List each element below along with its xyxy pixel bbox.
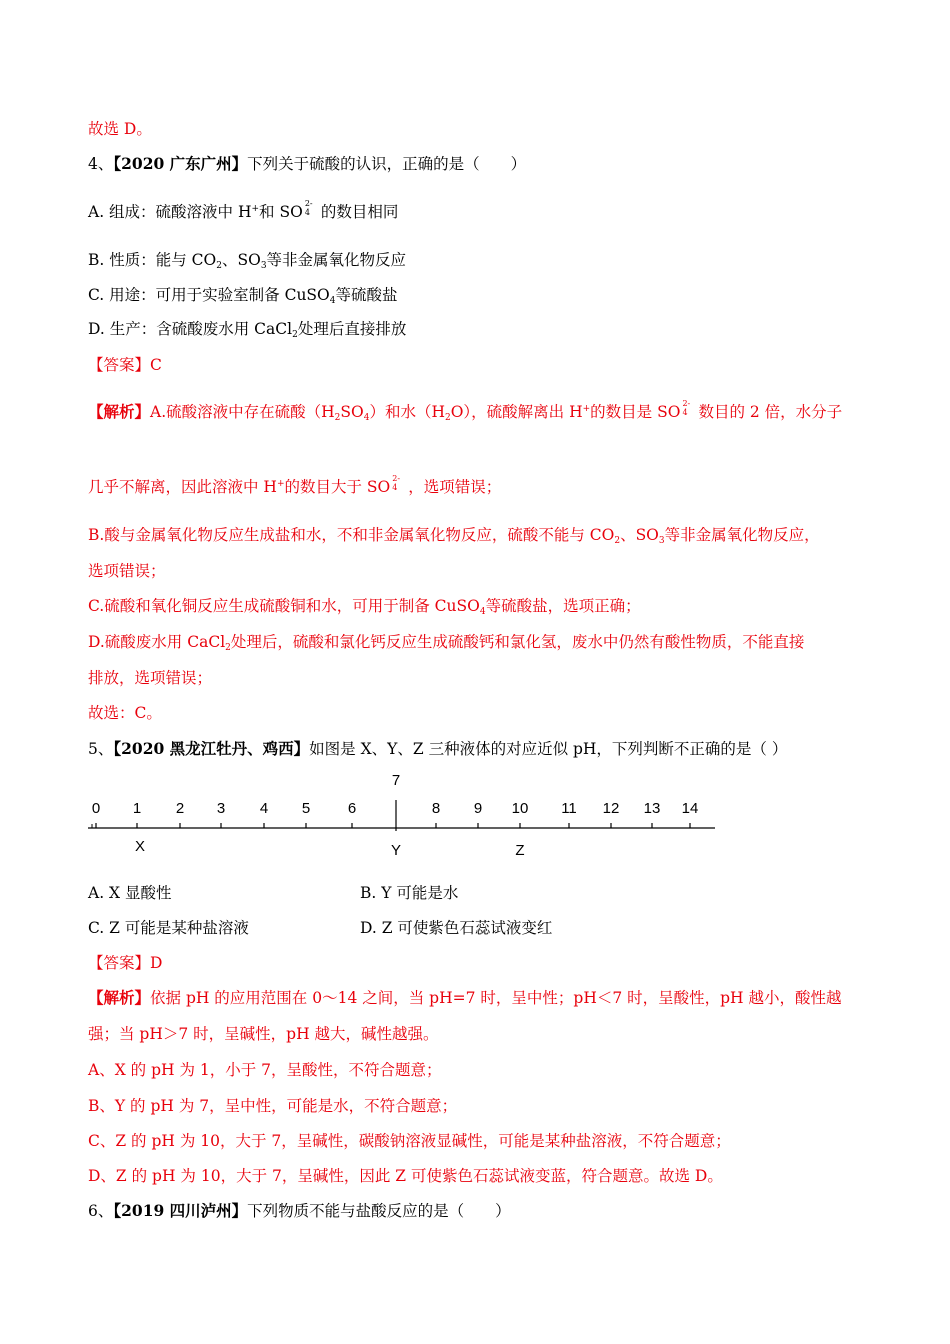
question-text: 下列关于硫酸的认识，正确的是（ ） [247, 155, 527, 173]
answer-4: 【答案】C [88, 356, 162, 374]
explanation-4-line-4: 选项错误； [88, 562, 166, 580]
ph-marker-x: X [134, 838, 146, 855]
question-4-stem [88, 153, 526, 175]
ph-marker-z: Z [515, 842, 525, 859]
ph-tick-label: 12 [602, 800, 620, 817]
subscript: 4 [304, 208, 310, 217]
option-a: A. X 显酸性 [88, 884, 172, 902]
subscript: 2 [292, 330, 298, 340]
option-c: C. Z 可能是某种盐溶液 [88, 919, 249, 937]
charge: 2- [392, 474, 401, 483]
subscript: 3 [260, 261, 267, 271]
text: ）和水（H [369, 403, 445, 421]
source-tag: 【2020 黑龙江牡丹、鸡西】 [113, 739, 310, 758]
source-tag: 【2019 四川泸州】 [113, 1201, 248, 1220]
option-text: C. 用途：可用于实验室制备 CuSO [88, 286, 330, 304]
ph-tick-label: 5 [301, 800, 311, 817]
subscript: 2 [614, 536, 621, 546]
text: 数目的 2 倍，水分子 [698, 403, 843, 421]
question-text: 下列物质不能与盐酸反应的是（ ） [247, 1202, 511, 1220]
ph-tick-label: 7 [391, 772, 401, 789]
ph-tick-label: 8 [431, 800, 441, 817]
text: 等非金属氧化物反应， [664, 526, 820, 544]
charge: 2- [304, 199, 313, 208]
text: B.酸与金属氧化物反应生成盐和水，不和非金属氧化物反应，硫酸不能与 CO [88, 526, 615, 544]
text: D.硫酸废水用 CaCl [88, 633, 226, 651]
explanation-4-line-7: 排放，选项错误； [88, 669, 213, 687]
option-text: 等硫酸盐 [335, 286, 398, 304]
subscript: 2 [216, 261, 222, 271]
option-text: 等非金属氧化物反应 [266, 251, 407, 269]
text: 几乎不解离，因此溶液中 H [88, 478, 277, 496]
ph-tick-label: 1 [132, 800, 142, 817]
subscript: 4 [329, 296, 336, 306]
explanation-4-line-1 [88, 401, 842, 426]
text: C.硫酸和氧化铜反应生成硫酸铜和水，可用于制备 CuSO [88, 597, 480, 615]
option-d [88, 318, 406, 343]
explanation-4-conclusion: 故选：C。 [88, 704, 162, 722]
explanation-4-line-5 [88, 595, 641, 620]
option-text: A. 组成：硫酸溶液中 H [88, 203, 252, 221]
answer-5: 【答案】D [88, 954, 163, 972]
subscript: 2 [444, 413, 451, 423]
explanation-5-line-3: A、X 的 pH 为 1，小于 7，呈酸性，不符合题意； [88, 1061, 442, 1079]
question-number: 4、 [88, 155, 114, 173]
prev-conclusion: 故选 D。 [88, 120, 152, 138]
ph-ticks [92, 772, 699, 859]
text: 的数目是 SO [590, 403, 681, 421]
text: 依据 pH 的应用范围在 0～14 之间，当 pH=7 时，呈中性；pH＜7 时，呈酸性，pH 越小，酸性越 [150, 989, 842, 1007]
superscript: + [582, 404, 591, 414]
option-b: B. Y 可能是水 [360, 884, 459, 902]
question-number: 5、 [88, 740, 114, 758]
option-text: 的数目相同 [320, 203, 399, 221]
option-text: D. 生产：含硫酸废水用 CaCl [88, 320, 293, 338]
ph-tick-label: 13 [643, 800, 661, 817]
subscript: 4 [479, 607, 486, 617]
text: ，选项错误； [408, 478, 502, 496]
ph-tick-label: 2 [175, 800, 185, 817]
ph-tick-label: 10 [511, 800, 529, 817]
option-a [88, 201, 398, 226]
option-text: B. 性质：能与 CO [88, 251, 217, 269]
ph-tick-label: 9 [473, 800, 483, 817]
text: O），硫酸解离出 H [450, 403, 583, 421]
subscript: 2 [225, 643, 231, 653]
question-text: 如图是 X、Y、Z 三种液体的对应近似 pH，下列判断不正确的是（ ） [309, 740, 788, 758]
ph-tick-label: 3 [216, 800, 226, 817]
subscript: 3 [658, 536, 665, 546]
explanation-4-line-6 [88, 631, 804, 656]
text: A.硫酸溶液中存在硫酸（H [150, 403, 335, 421]
superscript: + [276, 479, 285, 489]
subscript: 4 [363, 413, 370, 423]
option-text: 、SO [221, 251, 261, 269]
explanation-5-line-2: 强；当 pH＞7 时，呈碱性，pH 越大，碱性越强。 [88, 1025, 439, 1043]
explanation-5-line-6: D、Z 的 pH 为 10，大于 7，呈碱性，因此 Z 可使紫色石蕊试液变蓝，符合题意。故选 D。 [88, 1167, 723, 1185]
subscript: 2 [334, 413, 341, 423]
explanation-5-line-4: B、Y 的 pH 为 7，呈中性，可能是水，不符合题意； [88, 1097, 458, 1115]
question-6-stem [88, 1200, 511, 1222]
ph-tick-label: 11 [561, 800, 577, 817]
explanation-4-line-3 [88, 524, 820, 549]
ph-scale-diagram [0, 760, 950, 870]
text: 、SO [620, 526, 659, 544]
explanation-tag: 【解析】 [88, 988, 151, 1007]
explanation-5-line-1 [88, 987, 842, 1009]
option-text: 处理后直接排放 [297, 320, 407, 338]
explanation-tag: 【解析】 [88, 402, 151, 421]
subscript: 4 [682, 408, 688, 417]
explanation-5-line-5: C、Z 的 pH 为 10，大于 7，呈碱性，碳酸钠溶液显碱性，可能是某种盐溶液，不符合题意； [88, 1132, 731, 1150]
ph-marker-y: Y [390, 842, 402, 859]
option-c [88, 284, 398, 309]
question-5-stem [88, 738, 787, 760]
superscript: + [251, 204, 260, 214]
explanation-4-line-2 [88, 476, 501, 501]
ph-tick-label: 0 [91, 800, 101, 817]
source-tag: 【2020 广东广州】 [113, 154, 248, 173]
text: 处理后，硫酸和氯化钙反应生成硫酸钙和氯化氢，废水中仍然有酸性物质，不能直接 [230, 633, 805, 651]
option-text: 和 SO [259, 203, 303, 221]
text: SO [340, 403, 364, 421]
subscript: 4 [392, 483, 398, 492]
text: 等硫酸盐，选项正确； [485, 597, 641, 615]
charge: 2- [682, 399, 691, 408]
ph-tick-label: 6 [347, 800, 357, 817]
text: 的数目大于 SO [284, 478, 391, 496]
question-number: 6、 [88, 1202, 114, 1220]
option-b [88, 249, 406, 274]
option-d: D. Z 可使紫色石蕊试液变红 [360, 919, 553, 937]
ph-tick-label: 4 [259, 800, 269, 817]
ph-tick-label: 14 [681, 800, 699, 817]
